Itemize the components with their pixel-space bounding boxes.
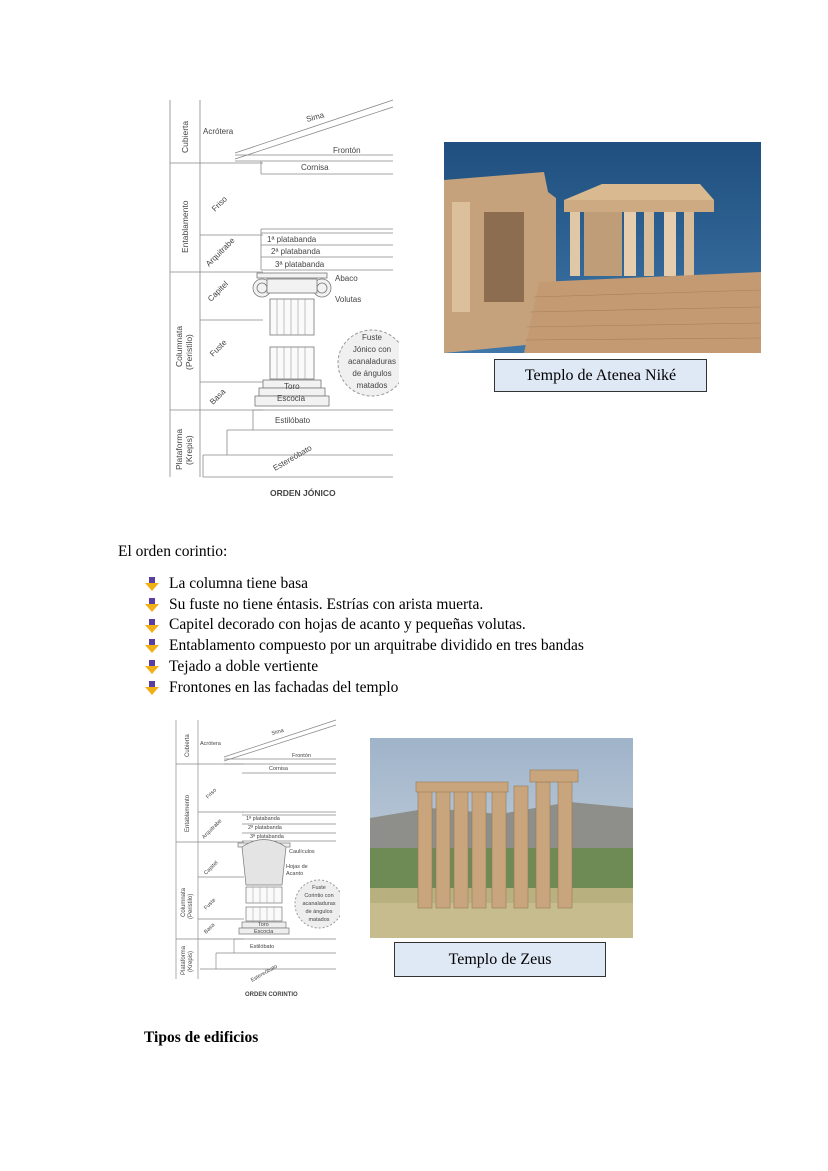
svg-text:Cubierta: Cubierta bbox=[180, 120, 190, 153]
arrow-down-bullet-icon bbox=[144, 659, 160, 675]
svg-text:Friso: Friso bbox=[205, 787, 219, 801]
svg-text:Acanto: Acanto bbox=[286, 871, 304, 877]
svg-text:Arquitrabe: Arquitrabe bbox=[201, 818, 224, 841]
arrow-down-bullet-icon bbox=[144, 576, 160, 592]
svg-text:Toro: Toro bbox=[284, 382, 300, 391]
svg-text:2ª platabanda: 2ª platabanda bbox=[271, 247, 321, 256]
svg-text:Caulículos: Caulículos bbox=[289, 849, 315, 855]
svg-text:Plataforma: Plataforma bbox=[181, 945, 187, 975]
svg-text:Estereóbato: Estereóbato bbox=[271, 443, 314, 473]
svg-text:3ª platabanda: 3ª platabanda bbox=[250, 834, 284, 840]
corinthian-bullets bbox=[144, 574, 584, 698]
svg-text:1ª platabanda: 1ª platabanda bbox=[267, 235, 317, 244]
svg-text:Sima: Sima bbox=[270, 727, 285, 737]
svg-text:Estilóbato: Estilóbato bbox=[250, 944, 275, 950]
list-item: Tejado a doble vertiente bbox=[144, 657, 584, 678]
svg-text:Basa: Basa bbox=[203, 922, 217, 936]
svg-text:de ángulos: de ángulos bbox=[352, 369, 392, 378]
svg-text:Escocia: Escocia bbox=[277, 394, 306, 403]
svg-text:Cubierta: Cubierta bbox=[185, 734, 191, 757]
svg-text:Cornisa: Cornisa bbox=[269, 766, 288, 772]
svg-text:Acrótera: Acrótera bbox=[203, 127, 234, 136]
svg-text:Sima: Sima bbox=[305, 110, 326, 124]
svg-text:1ª platabanda: 1ª platabanda bbox=[246, 816, 280, 822]
temple-athena-nike-photo bbox=[444, 142, 761, 353]
svg-text:Fuste: Fuste bbox=[312, 885, 326, 891]
svg-text:Escocia: Escocia bbox=[254, 929, 274, 935]
svg-text:Hojas de: Hojas de bbox=[286, 864, 308, 870]
svg-text:Fuste: Fuste bbox=[208, 337, 229, 359]
svg-text:Fuste: Fuste bbox=[361, 333, 383, 342]
svg-text:(Peristilo): (Peristilo) bbox=[184, 334, 194, 370]
svg-text:Capitel: Capitel bbox=[206, 279, 231, 304]
svg-text:Corintio con: Corintio con bbox=[304, 893, 334, 899]
svg-text:3ª platabanda: 3ª platabanda bbox=[275, 260, 325, 269]
svg-text:Abaco: Abaco bbox=[335, 274, 358, 283]
arrow-down-bullet-icon bbox=[144, 597, 160, 613]
svg-text:Entablamento: Entablamento bbox=[180, 200, 190, 253]
arrow-down-bullet-icon bbox=[144, 618, 160, 634]
svg-text:Arquitrabe: Arquitrabe bbox=[204, 235, 237, 269]
svg-text:Columnata: Columnata bbox=[174, 325, 184, 367]
list-item: Frontones en las fachadas del templo bbox=[144, 678, 584, 699]
svg-text:Frontón: Frontón bbox=[333, 146, 361, 155]
svg-text:Plataforma: Plataforma bbox=[174, 428, 184, 470]
list-item: Capitel decorado con hojas de acanto y pequeñas volutas. bbox=[144, 615, 584, 636]
corinthian-diagram-caption: ORDEN CORINTIO bbox=[245, 992, 298, 998]
temple-zeus-photo bbox=[370, 738, 633, 938]
svg-text:Toro: Toro bbox=[258, 922, 269, 928]
zeus-caption: Templo de Zeus bbox=[394, 942, 606, 977]
svg-text:2ª platabanda: 2ª platabanda bbox=[248, 825, 282, 831]
svg-text:(Peristilo): (Peristilo) bbox=[188, 893, 194, 919]
svg-text:Frontón: Frontón bbox=[292, 753, 311, 759]
svg-text:Acrótera: Acrótera bbox=[200, 741, 221, 747]
svg-text:acanaladuras: acanaladuras bbox=[302, 901, 336, 907]
svg-text:Friso: Friso bbox=[210, 194, 229, 214]
svg-text:Estereóbato: Estereóbato bbox=[250, 963, 279, 984]
svg-text:(Krepis): (Krepis) bbox=[184, 435, 194, 465]
svg-text:Jónico con: Jónico con bbox=[352, 345, 392, 354]
ionic-diagram-caption: ORDEN JÓNICO bbox=[270, 488, 336, 498]
svg-text:Basa: Basa bbox=[208, 387, 228, 407]
corinthian-intro: El orden corintio: bbox=[118, 543, 228, 560]
svg-text:Volutas: Volutas bbox=[335, 295, 362, 304]
svg-text:de ángulos: de ángulos bbox=[305, 909, 333, 915]
list-item: Entablamento compuesto por un arquitrabe dividido en tres bandas bbox=[144, 636, 584, 657]
arrow-down-bullet-icon bbox=[144, 680, 160, 696]
building-types-heading: Tipos de edificios bbox=[144, 1029, 259, 1046]
svg-text:Entablamento: Entablamento bbox=[185, 794, 191, 832]
svg-text:(Krepis): (Krepis) bbox=[188, 950, 194, 972]
arrow-down-bullet-icon bbox=[144, 638, 160, 654]
svg-text:Estilóbato: Estilóbato bbox=[275, 416, 311, 425]
svg-text:matados: matados bbox=[308, 917, 330, 923]
svg-text:Capitel: Capitel bbox=[203, 860, 220, 877]
svg-text:Fuste: Fuste bbox=[203, 897, 218, 912]
list-item: La columna tiene basa bbox=[144, 574, 584, 595]
svg-text:acanaladuras: acanaladuras bbox=[347, 357, 397, 366]
svg-text:Cornisa: Cornisa bbox=[301, 163, 329, 172]
svg-text:matados: matados bbox=[356, 381, 388, 390]
list-item: Su fuste no tiene éntasis. Estrías con arista muerta. bbox=[144, 595, 584, 616]
corinthian-order-diagram bbox=[174, 717, 340, 1002]
athena-nike-caption: Templo de Atenea Niké bbox=[494, 359, 707, 392]
svg-text:Columnata: Columnata bbox=[181, 887, 187, 917]
ionic-order-diagram bbox=[167, 95, 399, 505]
